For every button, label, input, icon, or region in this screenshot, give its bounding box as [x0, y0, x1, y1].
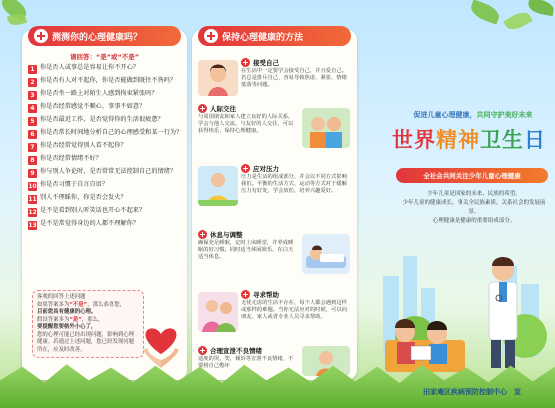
- self-test-title: [28, 26, 181, 46]
- question-text: 你与别人争论时，是否常常无法控制自己的情绪？: [40, 168, 177, 175]
- question-text: 你是否习惯于自言自语？: [40, 181, 109, 188]
- question-number: 10: [28, 183, 37, 190]
- method-body: 无忧无虑的生活不存在，每个人都会遇到这样或那样的难题。当你无法应对的时候，可以向朋友、家人或者专业人员寻求帮助。: [241, 300, 347, 320]
- heart-hands-illustration: [139, 320, 183, 370]
- intro-text: [398, 190, 550, 226]
- question-item: [28, 207, 183, 217]
- question-item: [28, 181, 183, 191]
- question-number: 11: [28, 196, 37, 203]
- question-text: 你是否有人对不起你，你是否能做到既往不咎吗？: [40, 77, 177, 84]
- question-text: 是不是常觉得身边的人都不理解你？: [40, 220, 139, 227]
- method-body: 与周围朋友和家人建立良好的人际关系，学会与他人交流。与友好的人交往，可以获得快乐，保持心理健康。: [198, 114, 294, 134]
- question-number: 3: [28, 91, 37, 100]
- badge-icon: [241, 58, 250, 67]
- note-line: 如果答案多为: [37, 301, 70, 308]
- method-heading-text: 寻求帮助: [253, 291, 279, 299]
- question-text: 你是否人或事总是容易让你不开心？: [40, 64, 139, 71]
- question-number: 1: [28, 65, 37, 74]
- tagline-part-b: 共同守护美好未来: [476, 111, 533, 119]
- tagline-part-a: 促进儿童心理健康，: [413, 111, 477, 119]
- note-line: 您的心理可能已经出现问题，影响到心理健康。若通过上述问题，您已经发现问题所在，应及时改善。: [37, 331, 135, 353]
- help-illustration: [198, 292, 238, 332]
- result-note: [32, 290, 144, 358]
- note-no: “不是”: [69, 301, 88, 308]
- question-number: 4: [28, 104, 37, 113]
- note-line: ，那么，: [81, 316, 104, 323]
- intro-line: 少年儿童的健康成长，事关全民族素质，关系社会的发展前景。: [402, 200, 546, 215]
- method-heading: [198, 346, 262, 355]
- method-heading: [241, 58, 279, 67]
- question-number: 2: [28, 78, 37, 87]
- question-text: 你是否经常情绪不好？: [40, 155, 102, 162]
- method-heading: [241, 290, 279, 299]
- question-number: 7: [28, 143, 37, 152]
- question-item: [28, 116, 183, 126]
- social-illustration: [302, 108, 350, 148]
- method-heading: [241, 164, 279, 173]
- method-body: 在生活中一定要学会接受自己，并且爱自己。若总是排斥自己，容易导致焦虑、紧张、情绪低落等问题。: [241, 68, 347, 88]
- badge-icon: [198, 346, 207, 355]
- method-body: 适度的哭、笑、倾诉等宣泄不良情绪，不要将自己憋坏: [198, 356, 294, 369]
- question-item: [28, 64, 183, 74]
- main-title-part: 日: [524, 128, 546, 152]
- question-text: 你是否最近工作，是否觉得你的生活很疲惫？: [40, 116, 164, 123]
- question-number: 12: [28, 209, 37, 216]
- main-title-part: 卫生: [480, 128, 524, 152]
- medical-cross-icon: [204, 29, 218, 43]
- medical-cross-icon: [34, 29, 48, 43]
- question-item: [28, 194, 183, 204]
- question-text: 是不是看到别人听笑话也开心不起来？: [40, 207, 146, 214]
- question-number: 9: [28, 169, 37, 178]
- question-item: [28, 142, 183, 152]
- note-healthy: 目前您具有健康的心理。: [37, 309, 97, 315]
- question-number: 6: [28, 130, 37, 139]
- question-text: 你是否坐一路上对陌生人感到拘束紧张吗？: [40, 90, 158, 97]
- question-text: 你是否经常感觉不顺心、事事不如意？: [40, 103, 146, 110]
- question-text: 你是否经常觉得别人看不起你？: [40, 142, 127, 149]
- method-body: 压力是生活的组成部分，并会以不同方式影响我们。平衡的生活方式、运动等方式对于缓解压力有好处，学会放松、培养兴趣爱好。: [241, 174, 347, 194]
- question-number: 5: [28, 117, 37, 126]
- rest-illustration: [302, 234, 350, 274]
- method-item: [198, 230, 351, 284]
- method-item: [198, 104, 351, 160]
- methods-title-text: 保持心理健康的方法: [222, 32, 304, 43]
- kids-doctor-illustration: [375, 236, 555, 386]
- answer-instruction: 请回答：“是”或“不是”: [69, 53, 140, 61]
- method-item: [198, 290, 351, 346]
- method-heading: [198, 230, 243, 239]
- method-heading-text: 休息与调整: [210, 231, 243, 239]
- method-heading-text: 人际交往: [210, 105, 236, 113]
- method-item: [198, 164, 351, 222]
- badge-icon: [241, 164, 250, 173]
- main-title-part: 精神: [436, 128, 480, 152]
- note-yes: “是”: [69, 316, 82, 323]
- stress-illustration: [198, 166, 238, 206]
- tagline: [398, 110, 548, 120]
- methods-title: [198, 26, 351, 46]
- self-test-title-text: 测测你的心理健康吗？: [52, 32, 143, 43]
- self-test-panel: [22, 30, 187, 380]
- intro-line: 心理健康是健康的重要组成部分。: [432, 218, 516, 224]
- self-acceptance-illustration: [198, 60, 238, 96]
- question-item: [28, 90, 183, 100]
- method-heading: [198, 104, 236, 113]
- question-item: [28, 220, 183, 230]
- question-item: [28, 77, 183, 87]
- publisher-credit: 田家庵区疾病预防控制中心 宣: [423, 388, 521, 396]
- leaf-decoration: [468, 0, 502, 25]
- theme-ribbon: 全社会共同关注少年儿童心理健康: [396, 168, 548, 183]
- question-text: 别人不理睬你，你是否会发火？: [40, 194, 127, 201]
- main-title: [383, 124, 555, 154]
- question-number: 8: [28, 156, 37, 165]
- method-heading-text: 应对压力: [253, 165, 279, 173]
- question-number: 13: [28, 222, 37, 229]
- badge-icon: [198, 104, 207, 113]
- leaf-decoration: [527, 0, 555, 16]
- question-list: [28, 64, 183, 233]
- method-heading-text: 合理宣泄不良情绪: [210, 347, 262, 355]
- method-heading-text: 接受自己: [253, 59, 279, 67]
- badge-icon: [241, 290, 250, 299]
- badge-icon: [198, 230, 207, 239]
- method-body: 确保充足睡眠，定时上床睡觉，并养成睡眠的好习惯。同时适当休闲娱乐，在白天适当休息。: [198, 240, 294, 260]
- question-item: [28, 103, 183, 113]
- note-line: 客观的回答上述问题: [37, 294, 86, 300]
- question-item: [28, 129, 183, 139]
- intro-line: 少年儿童是国家的未来、民族的希望。: [427, 191, 521, 197]
- question-item: [28, 155, 183, 165]
- methods-panel: [192, 30, 357, 380]
- method-item: [198, 58, 351, 110]
- note-warning: 要提醒您要格外小心了，: [37, 324, 97, 330]
- note-line: ，那么恭喜您，: [87, 301, 125, 308]
- leaf-decoration: [503, 8, 533, 33]
- question-text: 你是否常长时间地分析自己的心理感受和某一行为？: [40, 129, 183, 136]
- question-item: [28, 168, 183, 178]
- main-title-part: 世界: [392, 128, 436, 152]
- note-line: 假设答案多为: [37, 316, 70, 323]
